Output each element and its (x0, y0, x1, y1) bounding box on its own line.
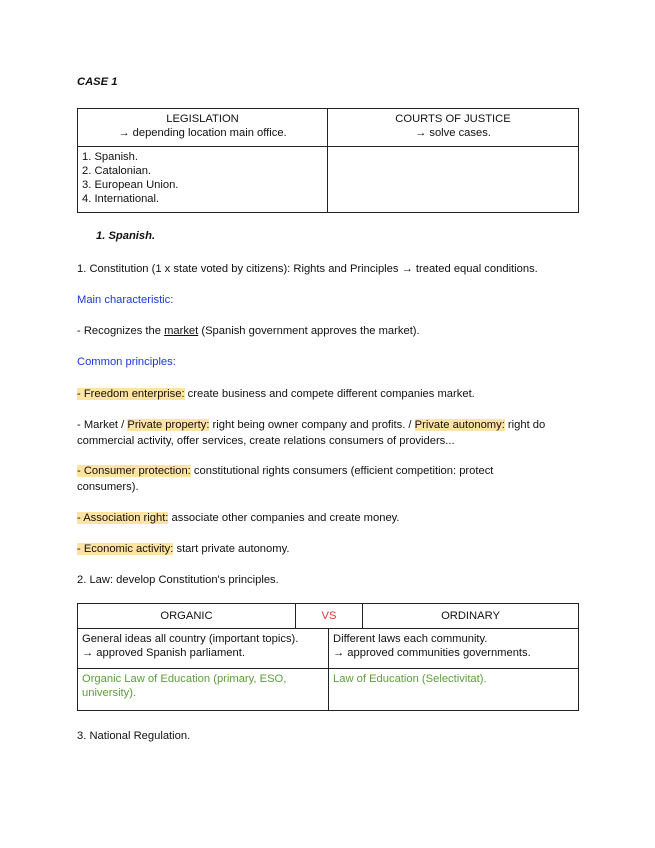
paragraph-association (77, 510, 582, 526)
legislation-header: LEGISLATION (166, 113, 239, 125)
main-characteristic-heading: Main characteristic: (77, 294, 174, 306)
market-text-c: right do (504, 419, 546, 431)
ordinary-desc-line2: → approved communities governments. (333, 647, 531, 659)
courts-header-cell (328, 109, 579, 147)
list-item: 3. European Union. (82, 179, 179, 191)
ordinary-desc-line1: Different laws each community. (333, 633, 488, 645)
market-link[interactable]: market (164, 325, 199, 337)
association-text: associate other companies and create money. (168, 512, 400, 524)
organic-desc-cell (78, 629, 329, 669)
ordinary-header: ORDINARY (363, 604, 579, 629)
paragraph-freedom (77, 386, 582, 402)
courts-header: COURTS OF JUSTICE (395, 113, 511, 125)
list-item: 2. Catalonian. (82, 165, 152, 177)
paragraph-market (77, 417, 582, 449)
common-principles-heading: Common principles: (77, 356, 176, 368)
courts-subheader: → solve cases. (415, 127, 491, 139)
market-text-b: right being owner company and profits. / (209, 419, 415, 431)
vs-label: VS (296, 604, 363, 629)
freedom-text: create business and compete different companies market. (184, 388, 475, 400)
legislation-subheader: → depending location main office. (118, 127, 287, 139)
economic-text: start private autonomy. (173, 543, 290, 555)
association-highlight: - Association right: (77, 512, 169, 524)
organic-header: ORGANIC (78, 604, 296, 629)
legislation-courts-table (77, 108, 579, 213)
courts-list-cell (328, 147, 579, 213)
organic-example: Organic Law of Education (primary, ESO, university). (78, 669, 329, 711)
private-autonomy-highlight: Private autonomy: (414, 419, 505, 431)
freedom-highlight: - Freedom enterprise: (77, 388, 185, 400)
paragraph-economic (77, 541, 582, 557)
list-item: 1. Spanish. (82, 151, 138, 163)
recognizes-text-end: (Spanish government approves the market). (198, 325, 420, 337)
paragraph-national-regulation: 3. National Regulation. (77, 730, 191, 742)
paragraph-recognizes (77, 323, 582, 339)
legislation-list-cell (78, 147, 328, 213)
economic-highlight: - Economic activity: (77, 543, 174, 555)
consumer-text: constitutional rights consumers (efficient competition: protect (190, 465, 494, 477)
consumer-text-line2: consumers). (77, 481, 139, 493)
paragraph-law: 2. Law: develop Constitution's principles. (77, 574, 279, 586)
case-title: CASE 1 (77, 76, 118, 88)
market-text-a: - Market / (77, 419, 128, 431)
section-heading-spanish: 1. Spanish. (96, 230, 156, 242)
organic-ordinary-table (77, 603, 579, 711)
market-text-line2: commercial activity, offer services, create relations consumers of providers... (77, 435, 455, 447)
paragraph-constitution: 1. Constitution (1 x state voted by citizens): Rights and Principles → treated equal conditions. (77, 263, 538, 275)
private-property-highlight: Private property: (127, 419, 210, 431)
organic-desc-line1: General ideas all country (important topics). (82, 633, 299, 645)
recognizes-text: - Recognizes the (77, 325, 165, 337)
organic-desc-line2: → approved Spanish parliament. (82, 647, 245, 659)
paragraph-consumer (77, 463, 582, 495)
legislation-header-cell (78, 109, 328, 147)
list-item: 4. International. (82, 193, 160, 205)
consumer-highlight: - Consumer protection: (77, 465, 191, 477)
ordinary-example: Law of Education (Selectivitat). (329, 669, 579, 711)
ordinary-desc-cell (329, 629, 579, 669)
